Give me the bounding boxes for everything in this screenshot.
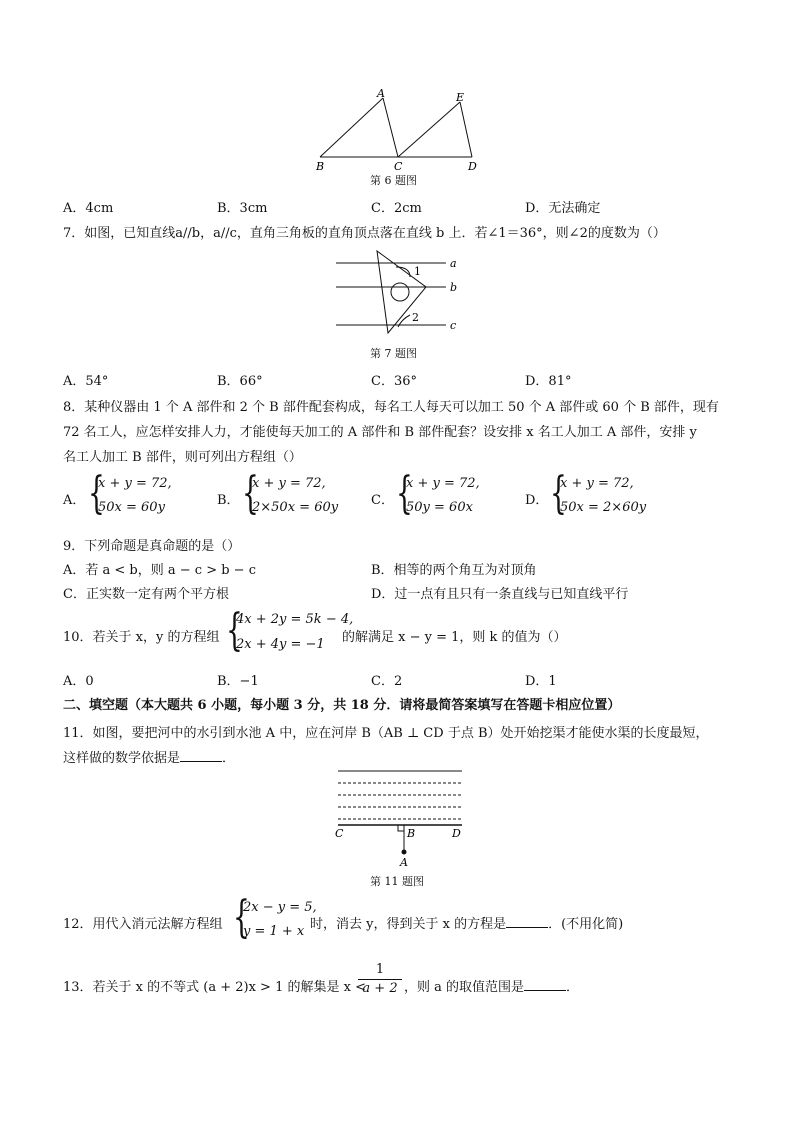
q7-option-a: A．54° [63, 374, 109, 389]
q10-prefix: 10．若关于 x，y 的方程组 [63, 630, 220, 645]
q8-option-d-brace: { [550, 468, 567, 519]
fig6-label-c: C [394, 160, 403, 173]
q11-line-2-text: 这样做的数学依据是 [63, 751, 181, 766]
q11-line-2-end: ． [222, 751, 236, 766]
section-2-heading: 二、填空题（本大题共 6 小题，每小题 3 分，共 18 分．请将最简答案填写在答题卡相应位置） [63, 698, 621, 713]
q6-option-a: A．4cm [63, 201, 114, 216]
q8-option-b-eq2: 2×50x = 60y [252, 500, 339, 515]
q8-line-2: 72 名工人，应怎样安排人力，才能使每天加工的 A 部件和 B 部件配套？设安排 x 名工人加工 A 部件，安排 y [63, 425, 697, 440]
q8-option-d-eq2: 50x = 2×60y [560, 500, 647, 515]
q13-denominator: a + 2 [362, 981, 398, 996]
q13-fraction-bar [358, 979, 402, 980]
q9-option-c: C．正实数一定有两个平方根 [63, 587, 229, 602]
q8-option-c-brace: { [396, 468, 413, 519]
q12-answer-blank[interactable] [506, 915, 548, 928]
q11-answer-blank[interactable] [180, 749, 222, 762]
figure-7 [330, 247, 470, 337]
q10-suffix: 的解满足 x − y = 1，则 k 的值为（） [342, 630, 567, 645]
q8-option-b-letter: B． [217, 493, 240, 508]
q8-option-a-brace: { [88, 468, 105, 519]
q8-option-a-letter: A． [63, 493, 86, 508]
fig11-label-b: B [407, 827, 416, 840]
q8-option-c-letter: C． [371, 493, 394, 508]
q11-line-2 [63, 747, 235, 766]
q8-option-d-eq1: x + y = 72, [560, 476, 634, 491]
q13-suffix-line [404, 976, 579, 995]
q8-option-c-eq1: x + y = 72, [406, 476, 480, 491]
fig7-angle-2: 2 [412, 311, 419, 324]
q10-option-b: B．−1 [217, 674, 259, 689]
q10-eq2: 2x + 4y = −1 [236, 637, 325, 652]
q8-option-d-letter: D． [525, 493, 549, 508]
q7-option-d: D．81° [525, 374, 572, 389]
q8-option-c-eq2: 50y = 60x [406, 500, 473, 515]
fig6-caption: 第 6 题图 [370, 174, 417, 187]
q8-option-b-eq1: x + y = 72, [252, 476, 326, 491]
q13-suffix: ，则 a 的取值范围是 [404, 980, 525, 995]
q13-tail: ． [566, 980, 580, 995]
q9-stem: 9．下列命题是真命题的是（） [63, 539, 241, 554]
fig7-caption: 第 7 题图 [370, 347, 417, 360]
q13-prefix: 13．若关于 x 的不等式 (a + 2)x > 1 的解集是 x < [63, 980, 366, 995]
fig11-caption: 第 11 题图 [370, 875, 424, 888]
q10-brace: { [226, 605, 243, 656]
q13-numerator: 1 [375, 962, 385, 977]
q12-prefix: 12．用代入消元法解方程组 [63, 917, 223, 932]
fig11-label-a: A [400, 856, 408, 869]
q12-tail: ．(不用化简) [548, 917, 624, 932]
fig7-angle-1: 1 [414, 265, 421, 278]
q9-option-a: A．若 a < b，则 a − c > b − c [63, 563, 256, 578]
fig7-label-b: b [450, 281, 458, 294]
fig11-label-d: D [452, 827, 461, 840]
q8-option-a-eq2: 50x = 60y [98, 500, 165, 515]
q7-option-b: B．66° [217, 374, 263, 389]
q10-option-d: D．1 [525, 674, 557, 689]
q10-option-c: C．2 [371, 674, 403, 689]
figure-6 [300, 86, 500, 186]
q10-eq1: 4x + 2y = 5k − 4, [236, 612, 354, 627]
q8-line-1: 8．某种仪器由 1 个 A 部件和 2 个 B 部件配套构成，每名工人每天可以加工 50 个 A 部件或 60 个 B 部件，现有 [63, 400, 719, 415]
q12-eq2: y = 1 + x [243, 924, 305, 939]
q8-option-a-eq1: x + y = 72, [98, 476, 172, 491]
fig6-label-b: B [316, 160, 325, 173]
fig7-label-a: a [450, 257, 457, 270]
q13-answer-blank[interactable] [524, 978, 566, 991]
q7-stem: 7．如图，已知直线a//b，a//c，直角三角板的直角顶点落在直线 b 上．若∠1＝36°，则∠2的度数为（） [63, 226, 666, 241]
fig6-label-d: D [468, 160, 477, 173]
q12-brace: { [233, 892, 250, 943]
q10-option-a: A．0 [63, 674, 94, 689]
q6-option-c: C．2cm [371, 201, 422, 216]
fig7-label-c: c [450, 319, 457, 332]
q13-fraction [358, 962, 402, 997]
fig11-label-c: C [335, 827, 344, 840]
figure-11 [330, 765, 470, 875]
q12-eq1: 2x − y = 5, [243, 900, 317, 915]
q12-suffix: 时，消去 y，得到关于 x 的方程是 [310, 917, 507, 932]
fig6-label-a: A [377, 87, 385, 100]
q9-option-b: B．相等的两个角互为对顶角 [371, 563, 537, 578]
q6-option-b: B．3cm [217, 201, 268, 216]
q6-option-d: D．无法确定 [525, 201, 601, 216]
q8-option-b-brace: { [242, 468, 259, 519]
fig6-label-e: E [456, 91, 465, 104]
q11-line-1: 11．如图，要把河中的水引到水池 A 中，应在河岸 B（AB ⊥ CD 于点 B）处开始挖渠才能使水渠的长度最短， [63, 726, 709, 741]
q12-suffix-line [310, 913, 623, 932]
q8-line-3: 名工人加工 B 部件，则可列出方程组（） [63, 450, 302, 465]
q9-option-d: D．过一点有且只有一条直线与已知直线平行 [371, 587, 629, 602]
q7-option-c: C．36° [371, 374, 417, 389]
